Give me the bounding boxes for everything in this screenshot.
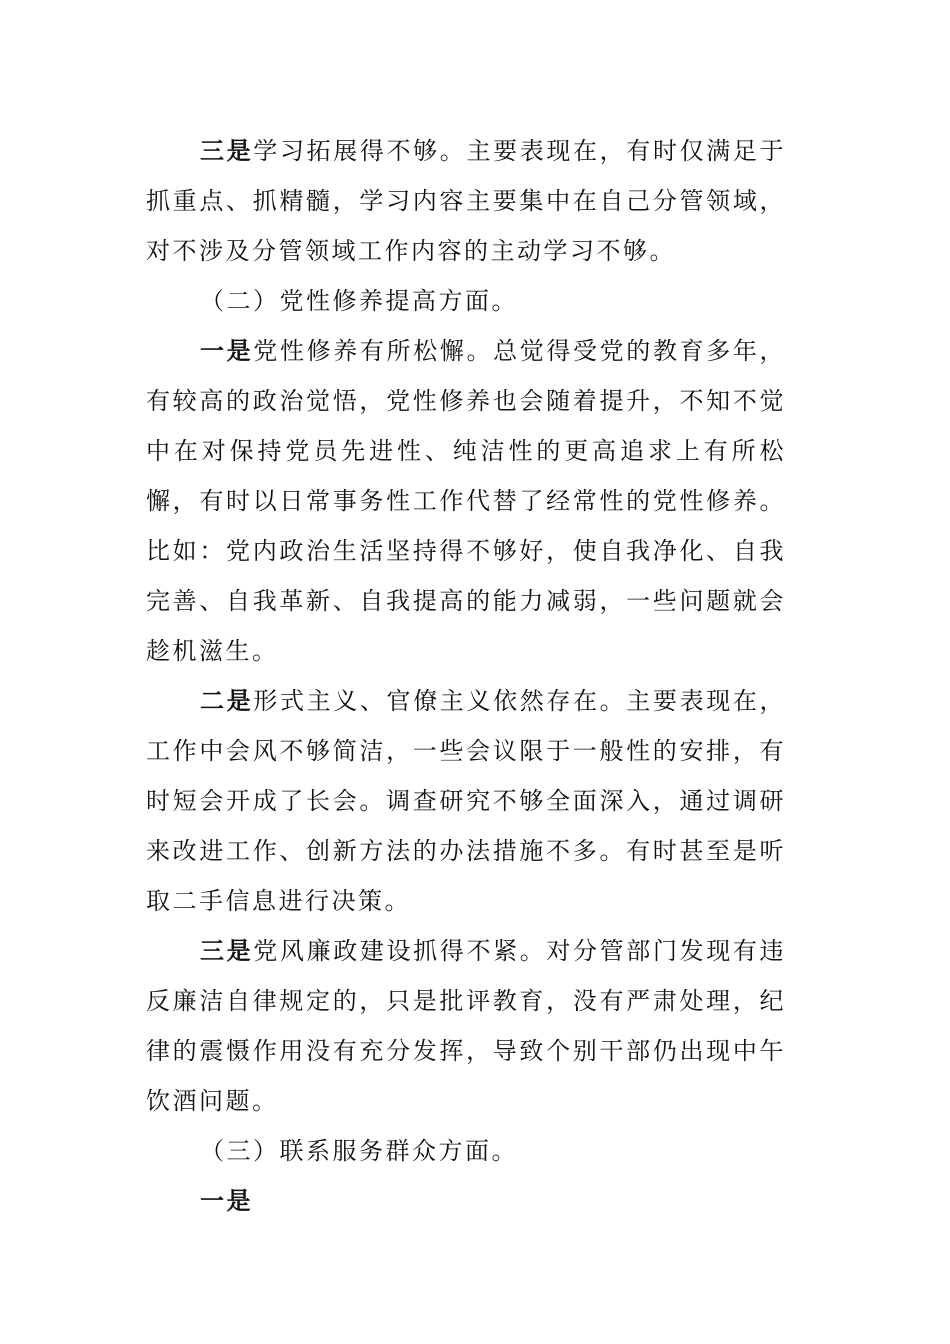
section-heading-party-spirit: （二）党性修养提高方面。 <box>200 287 518 315</box>
document-body <box>146 126 786 1226</box>
point-lead: 三是 <box>200 137 254 165</box>
section-heading-serving-masses: （三）联系服务群众方面。 <box>200 1137 518 1165</box>
point-text: 党性修养有所松懈。总觉得受党的教育多年，有较高的政治觉悟，党性修养也会随着提升，不知不觉中在对保持党员先进性、纯洁性的更高追求上有所松懈，有时以日常事务性工作代替了经常性的党性修养。比如：党内政治生活坚持得不够好，使自我净化、自我完善、自我革新、自我提高的能力减弱，一些问题就会趁机滋生。 <box>146 337 787 665</box>
point-lead: 一是 <box>200 337 254 365</box>
point-text: 党风廉政建设抓得不紧。对分管部门发现有违反廉洁自律规定的，只是批评教育，没有严肃处理，纪律的震慑作用没有充分发挥，导致个别干部仍出现中午饮酒问题。 <box>146 937 787 1115</box>
paragraph-point-3-integrity <box>146 926 786 1126</box>
point-lead: 一是 <box>200 1187 253 1215</box>
point-lead: 三是 <box>200 937 254 965</box>
paragraph-point-1-party-spirit <box>146 326 786 676</box>
point-text: 学习拓展得不够。主要表现在，有时仅满足于抓重点、抓精髓，学习内容主要集中在自己分管领域，对不涉及分管领域工作内容的主动学习不够。 <box>146 137 787 265</box>
paragraph-point-2-formalism <box>146 676 786 926</box>
point-lead: 二是 <box>200 687 254 715</box>
paragraph-point-1-serving-masses <box>146 1176 786 1226</box>
paragraph-point-3-study <box>146 126 786 276</box>
point-text: 形式主义、官僚主义依然存在。主要表现在，工作中会风不够简洁，一些会议限于一般性的安排，有时短会开成了长会。调查研究不够全面深入，通过调研来改进工作、创新方法的办法措施不多。有时甚至是听取二手信息进行决策。 <box>146 687 787 915</box>
